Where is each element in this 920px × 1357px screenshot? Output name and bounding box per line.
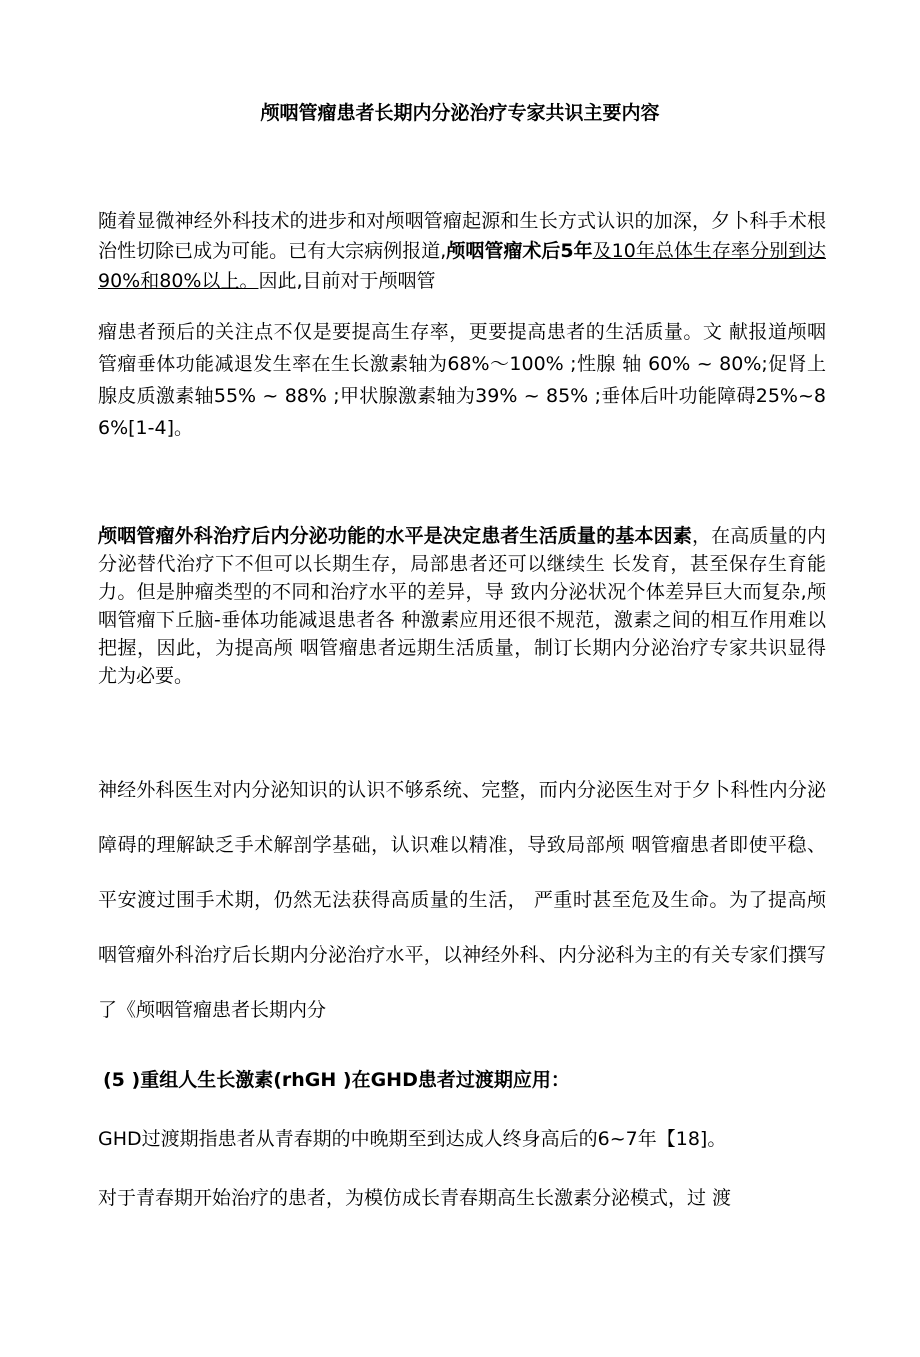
paragraph-intro-underline: 及10年总体生存率分别到达90%和80%以上。	[98, 240, 826, 292]
paragraph-intro-text: 随着显微神经外科技术的进步和对颅咽管瘤起源和生长方式认识的加深，夕卜科手术根治性切除已成为可能。已有大宗病例报道,	[98, 210, 826, 262]
section-heading-rhgh: (5 )重组人生长激素(rhGH )在GHD患者过渡期应用：	[103, 1069, 570, 1091]
paragraph-intro-bold: 颅咽管瘤术后5年	[446, 240, 593, 262]
paragraph-intro-tail: 因此,目前对于颅咽管	[258, 270, 436, 292]
paragraph-intro	[98, 206, 826, 296]
paragraph-endocrine-factor	[98, 522, 826, 690]
paragraph-endocrine-factor-bold: 颅咽管瘤外科治疗后内分泌功能的水平是决定患者生活质量的基本因素	[98, 525, 693, 547]
paragraph-puberty-treatment: 对于青春期开始治疗的患者，为模仿成长青春期高生长激素分泌模式，过 渡	[98, 1187, 732, 1209]
paragraph-consensus-background: 神经外科医生对内分泌知识的认识不够系统、完整，而内分泌医生对于夕卜科性内分泌障碍的理解缺乏手术解剖学基础，认识难以精准，导致局部颅 咽管瘤患者即使平稳、平安渡过围手术期，仍然无法获得高质量的生活， 严重时甚至危及生命。为了提高颅咽管瘤外科治疗后长期内分泌治疗水平，以神经外科、内分泌科为主的有关专家们撰写了《颅咽管瘤患者长期内分	[98, 779, 826, 1021]
paragraph-transition-definition: GHD过渡期指患者从青春期的中晚期至到达成人终身高后的6~7年【18]。	[98, 1128, 727, 1150]
paragraph-prognosis: 瘤患者预后的关注点不仅是要提高生存率，更要提高患者的生活质量。文 献报道颅咽管瘤垂体功能减退发生率在生长激素轴为68%〜100% ;性腺 轴 60% ~ 80%;促肾上腺皮质激素轴55% ~ 88% ;甲状腺激素轴为39% ~ 85% ;垂体后叶功能障碍25%~86%[1-4]。	[98, 321, 826, 439]
paragraph-endocrine-factor-text: ，在高质量的内分泌替代治疗下不但可以长期生存，局部患者还可以继续生 长发育，甚至保存生育能力。但是肿瘤类型的不同和治疗水平的差异，导 致内分泌状况个体差异巨大而复杂,颅咽管瘤下丘脑-垂体功能减退患者各 种激素应用还很不规范，激素之间的相互作用难以把握，因此，为提高颅 咽管瘤患者远期生活质量，制订长期内分泌治疗专家共识显得尤为必要。	[98, 525, 826, 687]
document-title: 颅咽管瘤患者长期内分泌治疗专家共识主要内容	[260, 102, 660, 124]
